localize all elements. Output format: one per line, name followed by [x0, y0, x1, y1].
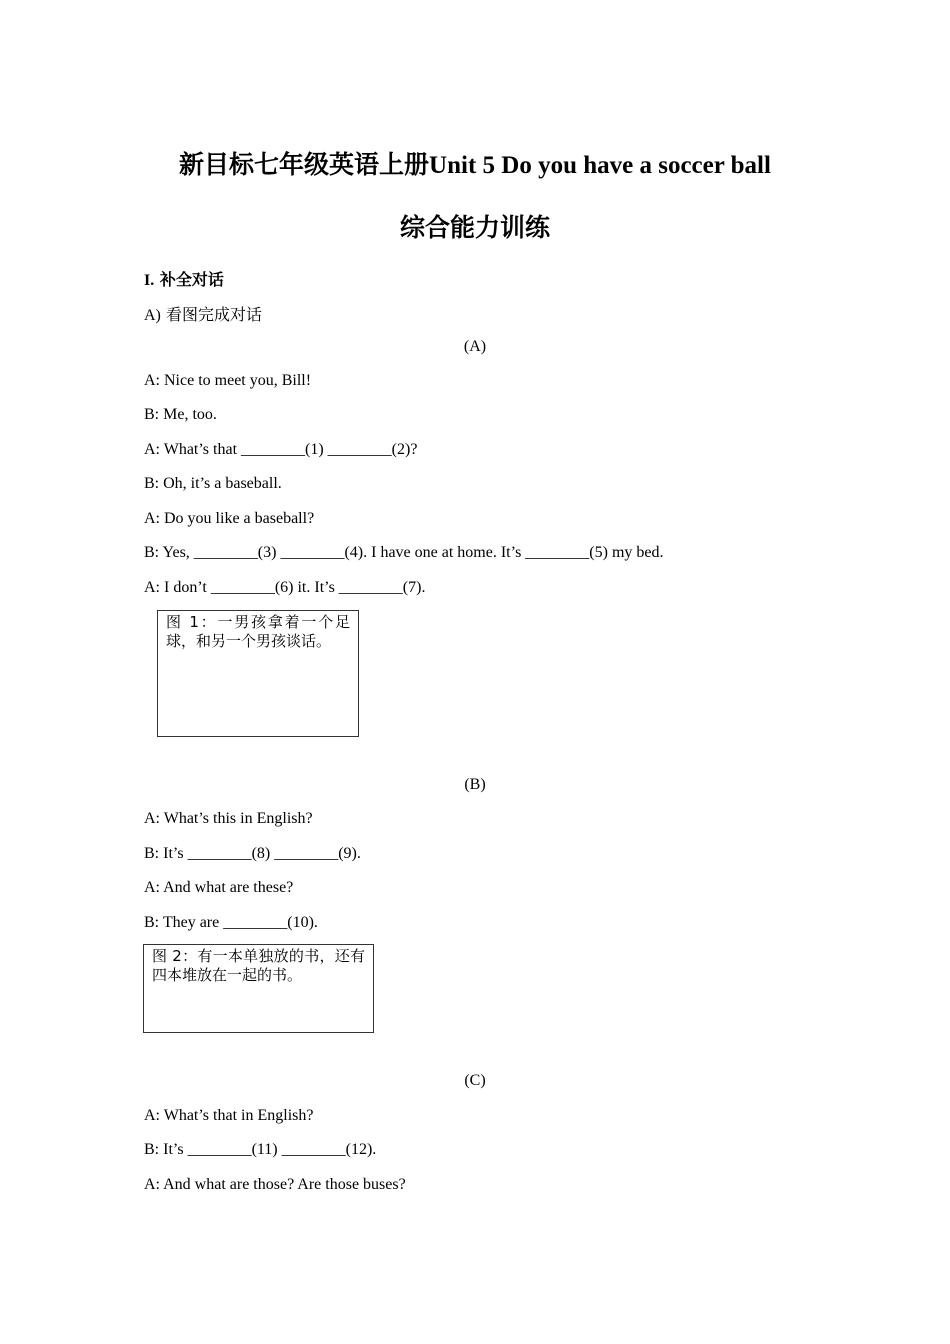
dialog-a-label: (A) — [463, 338, 487, 355]
title-chinese: 新目标七年级英语上册 — [179, 150, 430, 179]
dialog-line: A: I don’t ________(6) it. It’s ________(7). — [144, 579, 426, 596]
dialog-b-label: (B) — [464, 776, 486, 793]
dialog-line: A: And what are these? — [144, 879, 294, 896]
dialog-line: B: It’s ________(8) ________(9). — [144, 845, 361, 862]
figure-2-placeholder: 图 2：有一本单独放的书，还有四本堆放在一起的书。 — [143, 944, 374, 1033]
section-number: I. — [144, 272, 155, 289]
section-title: 补全对话 — [159, 270, 224, 289]
dialog-line: A: What’s that in English? — [144, 1107, 314, 1124]
dialog-line: A: Nice to meet you, Bill! — [144, 372, 312, 389]
dialog-line: A: Do you like a baseball? — [144, 510, 315, 527]
dialog-line: A: What’s this in English? — [144, 810, 313, 827]
dialog-c-label: (C) — [464, 1072, 486, 1089]
part-a-label: A) — [144, 307, 161, 324]
dialog-line: A: And what are those? Are those buses? — [144, 1176, 406, 1193]
dialog-line: B: They are ________(10). — [144, 914, 318, 931]
dialog-line: B: It’s ________(11) ________(12). — [144, 1141, 377, 1158]
part-a-text: 看图完成对话 — [165, 305, 262, 324]
section-heading — [144, 267, 224, 290]
title-english: Unit 5 Do you have a soccer ball — [429, 152, 771, 179]
dialog-line: B: Yes, ________(3) ________(4). I have one at home. It’s ________(5) my bed. — [144, 544, 664, 561]
document-title — [0, 145, 950, 181]
figure-1-placeholder: 图 1：一男孩拿着一个足球，和另一个男孩谈话。 — [157, 610, 359, 737]
dialog-line: B: Oh, it’s a baseball. — [144, 475, 282, 492]
part-a-instruction — [144, 302, 262, 325]
dialog-line: A: What’s that ________(1) ________(2)? — [144, 441, 418, 458]
document-subtitle: 综合能力训练 — [399, 213, 550, 242]
dialog-line: B: Me, too. — [144, 406, 217, 423]
